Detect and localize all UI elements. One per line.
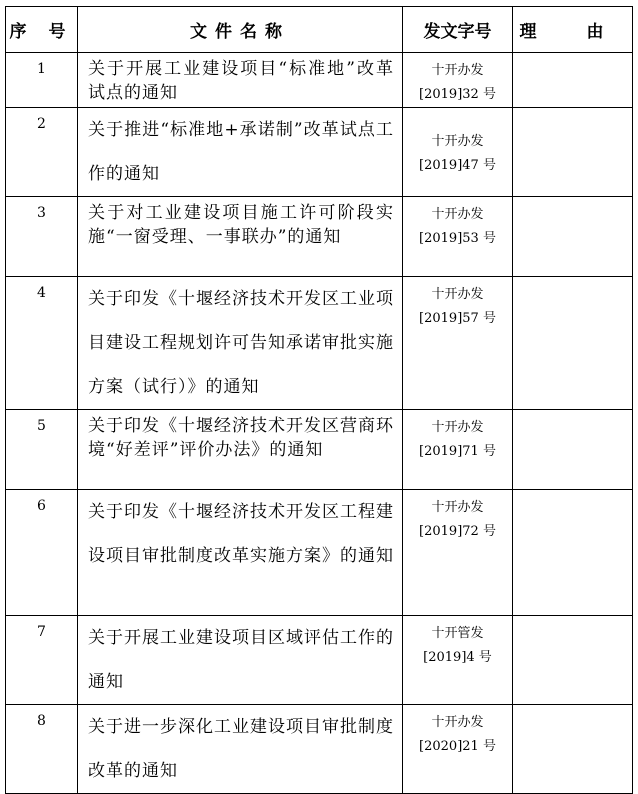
table-row (6, 108, 633, 197)
doc-year-number: [2019]57 号 (419, 311, 496, 326)
row-title: 关于开展工业建设项目“标准地”改革试点的通知 (78, 53, 403, 108)
row-title: 关于印发《十堰经济技术开发区工程建设项目审批制度改革实施方案》的通知 (78, 490, 403, 616)
row-title: 关于开展工业建设项目区域评估工作的通知 (78, 616, 403, 705)
doc-prefix: 十开办发 (431, 134, 484, 149)
row-title: 关于进一步深化工业建设项目审批制度改革的通知 (78, 705, 403, 794)
row-title: 关于对工业建设项目施工许可阶段实施“一窗受理、一事联办”的通知 (78, 197, 403, 277)
doc-prefix: 十开办发 (431, 287, 484, 302)
row-index: 5 (6, 410, 78, 490)
header-index: 序 号 (6, 7, 78, 53)
doc-year-number: [2019]71 号 (419, 444, 496, 459)
doc-prefix: 十开管发 (431, 626, 484, 641)
table-row (6, 277, 633, 410)
table-row (6, 616, 633, 705)
table-row (6, 197, 633, 277)
row-doc-number (403, 277, 513, 410)
row-reason (513, 616, 633, 705)
row-reason (513, 490, 633, 616)
row-doc-number (403, 705, 513, 794)
row-reason (513, 277, 633, 410)
doc-prefix: 十开办发 (431, 420, 484, 435)
row-doc-number (403, 410, 513, 490)
row-doc-number (403, 616, 513, 705)
table-row (6, 705, 633, 794)
doc-year-number: [2019]53 号 (419, 231, 496, 246)
row-reason (513, 53, 633, 108)
doc-prefix: 十开办发 (431, 63, 484, 78)
row-index: 8 (6, 705, 78, 794)
row-reason (513, 410, 633, 490)
doc-prefix: 十开办发 (431, 715, 484, 730)
row-doc-number (403, 490, 513, 616)
table-row (6, 490, 633, 616)
row-title: 关于推进“标准地+承诺制”改革试点工作的通知 (78, 108, 403, 197)
doc-year-number: [2019]32 号 (419, 87, 496, 102)
row-index: 4 (6, 277, 78, 410)
row-title: 关于印发《十堰经济技术开发区营商环境“好差评”评价办法》的通知 (78, 410, 403, 490)
table-row (6, 53, 633, 108)
doc-year-number: [2019]72 号 (419, 524, 496, 539)
doc-year-number: [2019]47 号 (419, 158, 496, 173)
doc-year-number: [2020]21 号 (419, 739, 496, 754)
row-index: 3 (6, 197, 78, 277)
row-title: 关于印发《十堰经济技术开发区工业项目建设工程规划许可告知承诺审批实施方案（试行）》的通知 (78, 277, 403, 410)
row-index: 2 (6, 108, 78, 197)
row-doc-number (403, 53, 513, 108)
doc-prefix: 十开办发 (431, 207, 484, 222)
row-reason (513, 705, 633, 794)
table-row (6, 410, 633, 490)
document-table (5, 6, 633, 794)
row-index: 1 (6, 53, 78, 108)
header-row (6, 7, 633, 53)
row-index: 6 (6, 490, 78, 616)
row-reason (513, 197, 633, 277)
header-reason: 理 由 (513, 7, 633, 53)
doc-prefix: 十开办发 (431, 500, 484, 515)
row-index: 7 (6, 616, 78, 705)
header-title: 文件名称 (78, 7, 403, 53)
row-doc-number (403, 197, 513, 277)
doc-year-number: [2019]4 号 (423, 650, 492, 665)
header-doc-number: 发文字号 (403, 7, 513, 53)
row-doc-number (403, 108, 513, 197)
row-reason (513, 108, 633, 197)
